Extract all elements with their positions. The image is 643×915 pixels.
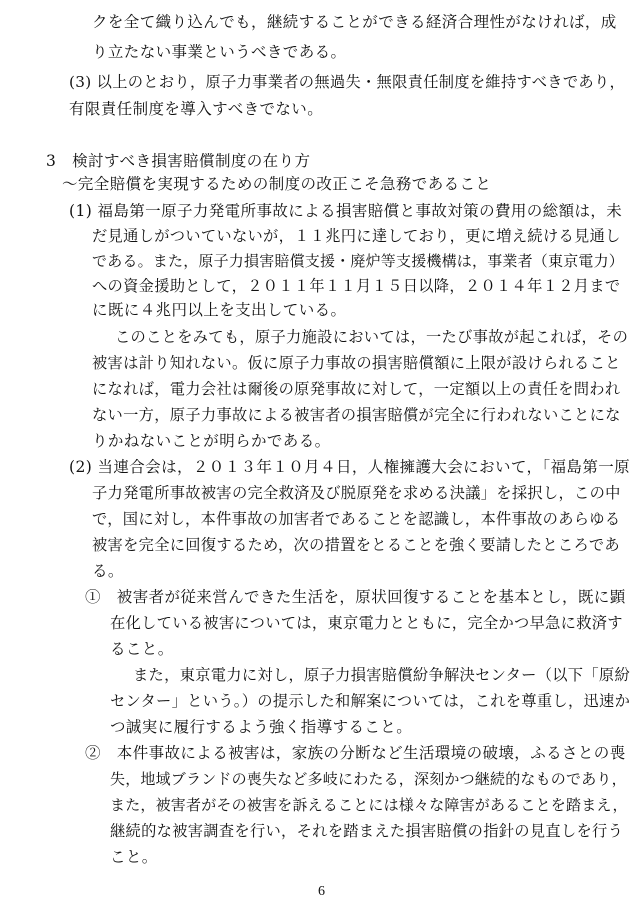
text-line: り立たない事業というべきである。 [92,43,347,61]
text-line: また，東京電力に対し，原子力損害賠償紛争解決センター（以下「原紛 [133,666,630,684]
section-heading: 3 検討すべき損害賠償制度の在り方 [46,152,311,170]
text-line: (3) 以上のとおり，原子力事業者の無過失・無限責任制度を維持すべきであり， [69,73,626,91]
text-line: (2) 当連合会は，２０１３年１０月４日，人権擁護大会において，「福島第一原 [69,458,631,476]
text-line: りかねないことが明らかである。 [92,432,331,450]
text-line: だ見通しがついていないが，１１兆円に達しており，更に増え続ける見通し [92,227,621,245]
text-line: 継続的な被害調査を行い，それを踏まえた損害賠償の指針の見直しを行う [110,822,624,840]
text-line: 有限責任制度を導入すべきでない。 [69,100,324,118]
list-item-line: ② 本件事故による被害は，家族の分断など生活環境の破壊，ふるさとの喪 [85,744,626,762]
page-number: 6 [318,884,325,899]
list-item-line: ① 被害者が従来営んできた生活を，原状回復することを基本とし，既に顕 [85,588,626,606]
text-line: 被害は計り知れない。仮に原子力事故の損害賠償額に上限が設けられること [92,354,621,372]
text-line: 被害を完全に回復するため，次の措置をとることを強く要請したところであ [92,536,620,554]
section-subheading: ～完全賠償を実現するための制度の改正こそ急務であること [62,175,492,193]
text-line: で，国に対し，本件事故の加害者であることを認識し，本件事故のあらゆる [92,510,621,528]
text-line: ない一方，原子力事故による被害者の損害賠償が完全に行われないことにな [92,406,621,424]
text-line: る。 [92,562,124,580]
text-line: つ誠実に履行するよう強く指導すること。 [110,718,413,736]
text-line: センター」という。）の提示した和解案については，これを尊重し，迅速か [110,692,631,710]
text-line: への資金援助として，２０１１年１１月１５日以降，２０１４年１２月まで [92,277,621,295]
text-line: 失，地域ブランドの喪失など多岐にわたる，深刻かつ継続的なものであり， [110,770,627,788]
text-line: に既に４兆円以上を支出している。 [92,301,347,319]
text-line: 子力発電所事故被害の完全救済及び脱原発を求める決議」を採択し，この中 [92,484,621,502]
text-line: (1) 福島第一原子力発電所事故による損害賠償と事故対策の費用の総額は，未 [69,202,623,220]
text-line: 在化している被害については，東京電力とともに，完全かつ早急に救済す [110,614,623,632]
text-line: このことをみても，原子力施設においては，一たび事故が起これば，その [115,328,629,346]
text-line: ること。 [110,640,174,658]
text-line: である。また，原子力損害賠償支援・廃炉等支援機構は，事業者（東京電力） [92,252,625,270]
text-line: クを全て織り込んでも，継続することができる経済合理性がなければ，成 [92,13,617,31]
text-line: こと。 [110,848,158,866]
text-line: になれば，電力会社は爾後の原発事故に対して，一定額以上の責任を問われ [92,380,621,398]
text-line: また，被害者がその被害を訴えることには様々な障害があることを踏まえ， [110,796,628,814]
